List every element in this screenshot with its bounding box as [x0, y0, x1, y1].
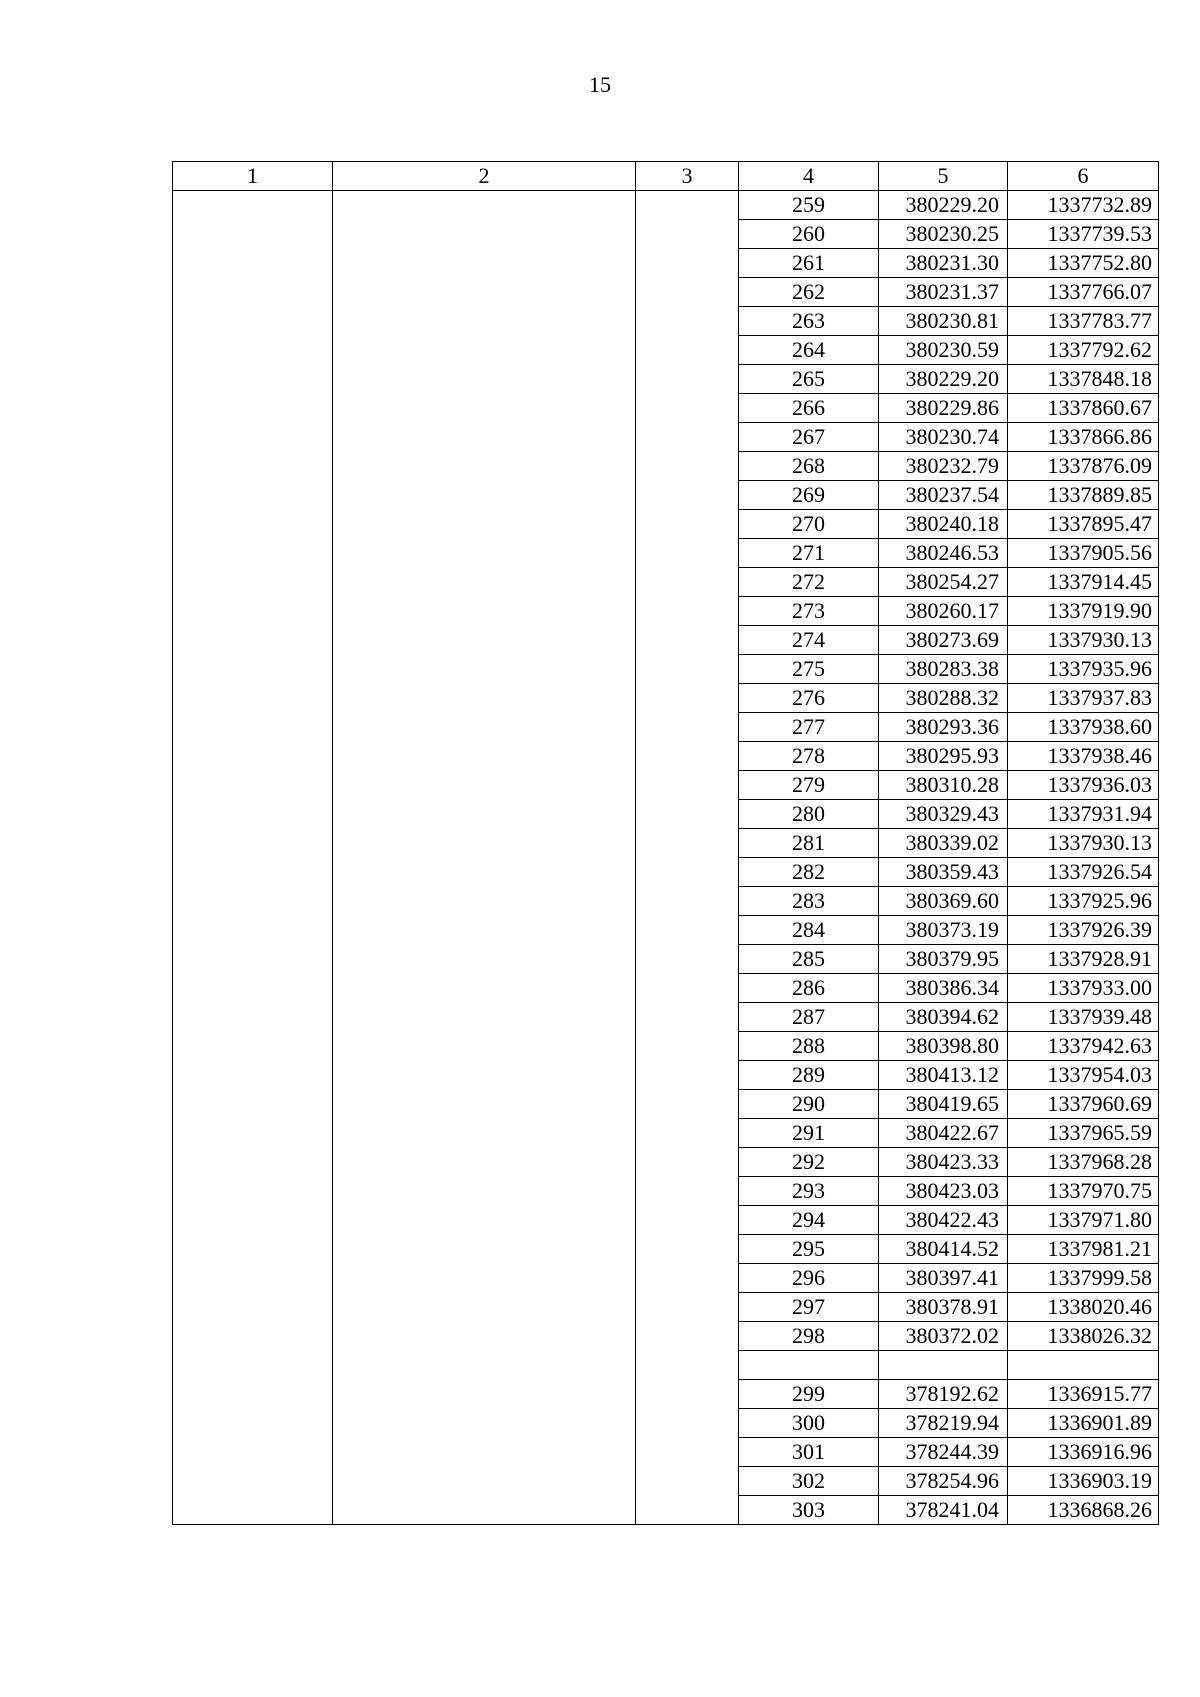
point-number-cell: 298 — [739, 1322, 879, 1351]
y-coordinate-cell: 1337848.18 — [1008, 365, 1159, 394]
x-coordinate-cell: 380293.36 — [879, 713, 1008, 742]
y-coordinate-cell: 1337889.85 — [1008, 481, 1159, 510]
point-number-cell: 290 — [739, 1090, 879, 1119]
x-coordinate-cell: 380229.20 — [879, 191, 1008, 220]
header-row — [173, 162, 1159, 191]
x-coordinate-cell: 380231.30 — [879, 249, 1008, 278]
x-coordinate-cell: 378192.62 — [879, 1380, 1008, 1409]
y-coordinate-cell: 1337732.89 — [1008, 191, 1159, 220]
y-coordinate-cell: 1337914.45 — [1008, 568, 1159, 597]
x-coordinate-cell: 380422.43 — [879, 1206, 1008, 1235]
table-body — [173, 191, 1159, 1525]
point-number-cell: 280 — [739, 800, 879, 829]
y-coordinate-cell: 1337968.28 — [1008, 1148, 1159, 1177]
point-number-cell: 270 — [739, 510, 879, 539]
point-number-cell: 260 — [739, 220, 879, 249]
x-coordinate-cell: 380260.17 — [879, 597, 1008, 626]
y-coordinate-cell: 1337960.69 — [1008, 1090, 1159, 1119]
point-number-cell: 273 — [739, 597, 879, 626]
x-coordinate-cell: 380310.28 — [879, 771, 1008, 800]
point-number-cell: 264 — [739, 336, 879, 365]
x-coordinate-cell: 380230.81 — [879, 307, 1008, 336]
y-coordinate-cell: 1337860.67 — [1008, 394, 1159, 423]
point-number-cell: 275 — [739, 655, 879, 684]
y-coordinate-cell: 1337739.53 — [1008, 220, 1159, 249]
table-header — [173, 162, 1159, 191]
x-coordinate-cell: 380237.54 — [879, 481, 1008, 510]
y-coordinate-cell: 1337930.13 — [1008, 829, 1159, 858]
y-coordinate-cell: 1337766.07 — [1008, 278, 1159, 307]
point-number-cell: 303 — [739, 1496, 879, 1525]
x-coordinate-cell: 380423.33 — [879, 1148, 1008, 1177]
x-coordinate-cell: 380230.25 — [879, 220, 1008, 249]
point-number-cell: 259 — [739, 191, 879, 220]
point-number-cell: 299 — [739, 1380, 879, 1409]
point-number-cell: 294 — [739, 1206, 879, 1235]
col-1-cell — [173, 191, 333, 1525]
y-coordinate-cell: 1337938.46 — [1008, 742, 1159, 771]
y-coordinate-cell: 1337925.96 — [1008, 887, 1159, 916]
y-coordinate-cell: 1337939.48 — [1008, 1003, 1159, 1032]
x-coordinate-cell: 380397.41 — [879, 1264, 1008, 1293]
x-coordinate-cell: 380232.79 — [879, 452, 1008, 481]
y-coordinate-cell: 1336868.26 — [1008, 1496, 1159, 1525]
x-coordinate-cell: 380229.20 — [879, 365, 1008, 394]
point-number-cell: 277 — [739, 713, 879, 742]
x-coordinate-cell: 380359.43 — [879, 858, 1008, 887]
point-number-cell: 265 — [739, 365, 879, 394]
page-number: 15 — [589, 72, 611, 97]
x-coordinate-cell: 380369.60 — [879, 887, 1008, 916]
point-number-cell: 289 — [739, 1061, 879, 1090]
y-coordinate-cell: 1338020.46 — [1008, 1293, 1159, 1322]
x-coordinate-cell: 380273.69 — [879, 626, 1008, 655]
x-coordinate-cell: 380231.37 — [879, 278, 1008, 307]
y-coordinate-cell: 1337919.90 — [1008, 597, 1159, 626]
x-coordinate-cell: 380246.53 — [879, 539, 1008, 568]
x-coordinate-cell — [879, 1351, 1008, 1380]
header-col-6: 6 — [1008, 162, 1159, 191]
y-coordinate-cell: 1337938.60 — [1008, 713, 1159, 742]
y-coordinate-cell: 1337970.75 — [1008, 1177, 1159, 1206]
header-col-4: 4 — [739, 162, 879, 191]
x-coordinate-cell: 380295.93 — [879, 742, 1008, 771]
y-coordinate-cell: 1337895.47 — [1008, 510, 1159, 539]
col-3-cell — [636, 191, 739, 1525]
point-number-cell: 276 — [739, 684, 879, 713]
x-coordinate-cell: 380230.74 — [879, 423, 1008, 452]
y-coordinate-cell: 1337937.83 — [1008, 684, 1159, 713]
x-coordinate-cell: 380398.80 — [879, 1032, 1008, 1061]
x-coordinate-cell: 380379.95 — [879, 945, 1008, 974]
point-number-cell: 297 — [739, 1293, 879, 1322]
y-coordinate-cell: 1337926.54 — [1008, 858, 1159, 887]
x-coordinate-cell: 380413.12 — [879, 1061, 1008, 1090]
y-coordinate-cell: 1336903.19 — [1008, 1467, 1159, 1496]
x-coordinate-cell: 380329.43 — [879, 800, 1008, 829]
x-coordinate-cell: 380422.67 — [879, 1119, 1008, 1148]
point-number-cell: 271 — [739, 539, 879, 568]
y-coordinate-cell: 1337752.80 — [1008, 249, 1159, 278]
x-coordinate-cell: 380283.38 — [879, 655, 1008, 684]
y-coordinate-cell: 1337905.56 — [1008, 539, 1159, 568]
point-number-cell: 291 — [739, 1119, 879, 1148]
header-col-3: 3 — [636, 162, 739, 191]
x-coordinate-cell: 380230.59 — [879, 336, 1008, 365]
y-coordinate-cell: 1336916.96 — [1008, 1438, 1159, 1467]
x-coordinate-cell: 380386.34 — [879, 974, 1008, 1003]
point-number-cell: 296 — [739, 1264, 879, 1293]
point-number-cell: 285 — [739, 945, 879, 974]
x-coordinate-cell: 380423.03 — [879, 1177, 1008, 1206]
y-coordinate-cell: 1337876.09 — [1008, 452, 1159, 481]
y-coordinate-cell: 1337935.96 — [1008, 655, 1159, 684]
x-coordinate-cell: 380373.19 — [879, 916, 1008, 945]
y-coordinate-cell: 1337936.03 — [1008, 771, 1159, 800]
y-coordinate-cell: 1337981.21 — [1008, 1235, 1159, 1264]
table-row — [173, 191, 1159, 220]
x-coordinate-cell: 380394.62 — [879, 1003, 1008, 1032]
x-coordinate-cell: 380414.52 — [879, 1235, 1008, 1264]
y-coordinate-cell: 1337930.13 — [1008, 626, 1159, 655]
point-number-cell: 274 — [739, 626, 879, 655]
y-coordinate-cell: 1337954.03 — [1008, 1061, 1159, 1090]
y-coordinate-cell: 1336901.89 — [1008, 1409, 1159, 1438]
y-coordinate-cell: 1337933.00 — [1008, 974, 1159, 1003]
x-coordinate-cell: 378244.39 — [879, 1438, 1008, 1467]
x-coordinate-cell: 380378.91 — [879, 1293, 1008, 1322]
header-col-2: 2 — [333, 162, 636, 191]
y-coordinate-cell: 1337999.58 — [1008, 1264, 1159, 1293]
point-number-cell: 286 — [739, 974, 879, 1003]
point-number-cell: 284 — [739, 916, 879, 945]
point-number-cell: 288 — [739, 1032, 879, 1061]
y-coordinate-cell: 1337866.86 — [1008, 423, 1159, 452]
y-coordinate-cell: 1337971.80 — [1008, 1206, 1159, 1235]
x-coordinate-cell: 380372.02 — [879, 1322, 1008, 1351]
x-coordinate-cell: 380240.18 — [879, 510, 1008, 539]
y-coordinate-cell: 1337965.59 — [1008, 1119, 1159, 1148]
y-coordinate-cell: 1336915.77 — [1008, 1380, 1159, 1409]
y-coordinate-cell: 1337931.94 — [1008, 800, 1159, 829]
x-coordinate-cell: 378254.96 — [879, 1467, 1008, 1496]
x-coordinate-cell: 380229.86 — [879, 394, 1008, 423]
point-number-cell: 268 — [739, 452, 879, 481]
point-number-cell: 293 — [739, 1177, 879, 1206]
point-number-cell: 295 — [739, 1235, 879, 1264]
point-number-cell: 267 — [739, 423, 879, 452]
col-2-cell — [333, 191, 636, 1525]
y-coordinate-cell — [1008, 1351, 1159, 1380]
header-col-5: 5 — [879, 162, 1008, 191]
point-number-cell: 282 — [739, 858, 879, 887]
x-coordinate-cell: 380288.32 — [879, 684, 1008, 713]
point-number-cell: 279 — [739, 771, 879, 800]
x-coordinate-cell: 380419.65 — [879, 1090, 1008, 1119]
point-number-cell: 272 — [739, 568, 879, 597]
point-number-cell: 300 — [739, 1409, 879, 1438]
coordinates-table — [172, 161, 1159, 1525]
point-number-cell: 283 — [739, 887, 879, 916]
y-coordinate-cell: 1337792.62 — [1008, 336, 1159, 365]
point-number-cell: 261 — [739, 249, 879, 278]
point-number-cell: 301 — [739, 1438, 879, 1467]
point-number-cell: 278 — [739, 742, 879, 771]
x-coordinate-cell: 378241.04 — [879, 1496, 1008, 1525]
point-number-cell: 281 — [739, 829, 879, 858]
header-col-1: 1 — [173, 162, 333, 191]
x-coordinate-cell: 380339.02 — [879, 829, 1008, 858]
point-number-cell: 287 — [739, 1003, 879, 1032]
x-coordinate-cell: 380254.27 — [879, 568, 1008, 597]
point-number-cell: 269 — [739, 481, 879, 510]
y-coordinate-cell: 1337926.39 — [1008, 916, 1159, 945]
y-coordinate-cell: 1337928.91 — [1008, 945, 1159, 974]
point-number-cell: 292 — [739, 1148, 879, 1177]
y-coordinate-cell: 1337783.77 — [1008, 307, 1159, 336]
point-number-cell: 262 — [739, 278, 879, 307]
point-number-cell: 302 — [739, 1467, 879, 1496]
y-coordinate-cell: 1338026.32 — [1008, 1322, 1159, 1351]
point-number-cell: 263 — [739, 307, 879, 336]
point-number-cell — [739, 1351, 879, 1380]
y-coordinate-cell: 1337942.63 — [1008, 1032, 1159, 1061]
x-coordinate-cell: 378219.94 — [879, 1409, 1008, 1438]
point-number-cell: 266 — [739, 394, 879, 423]
